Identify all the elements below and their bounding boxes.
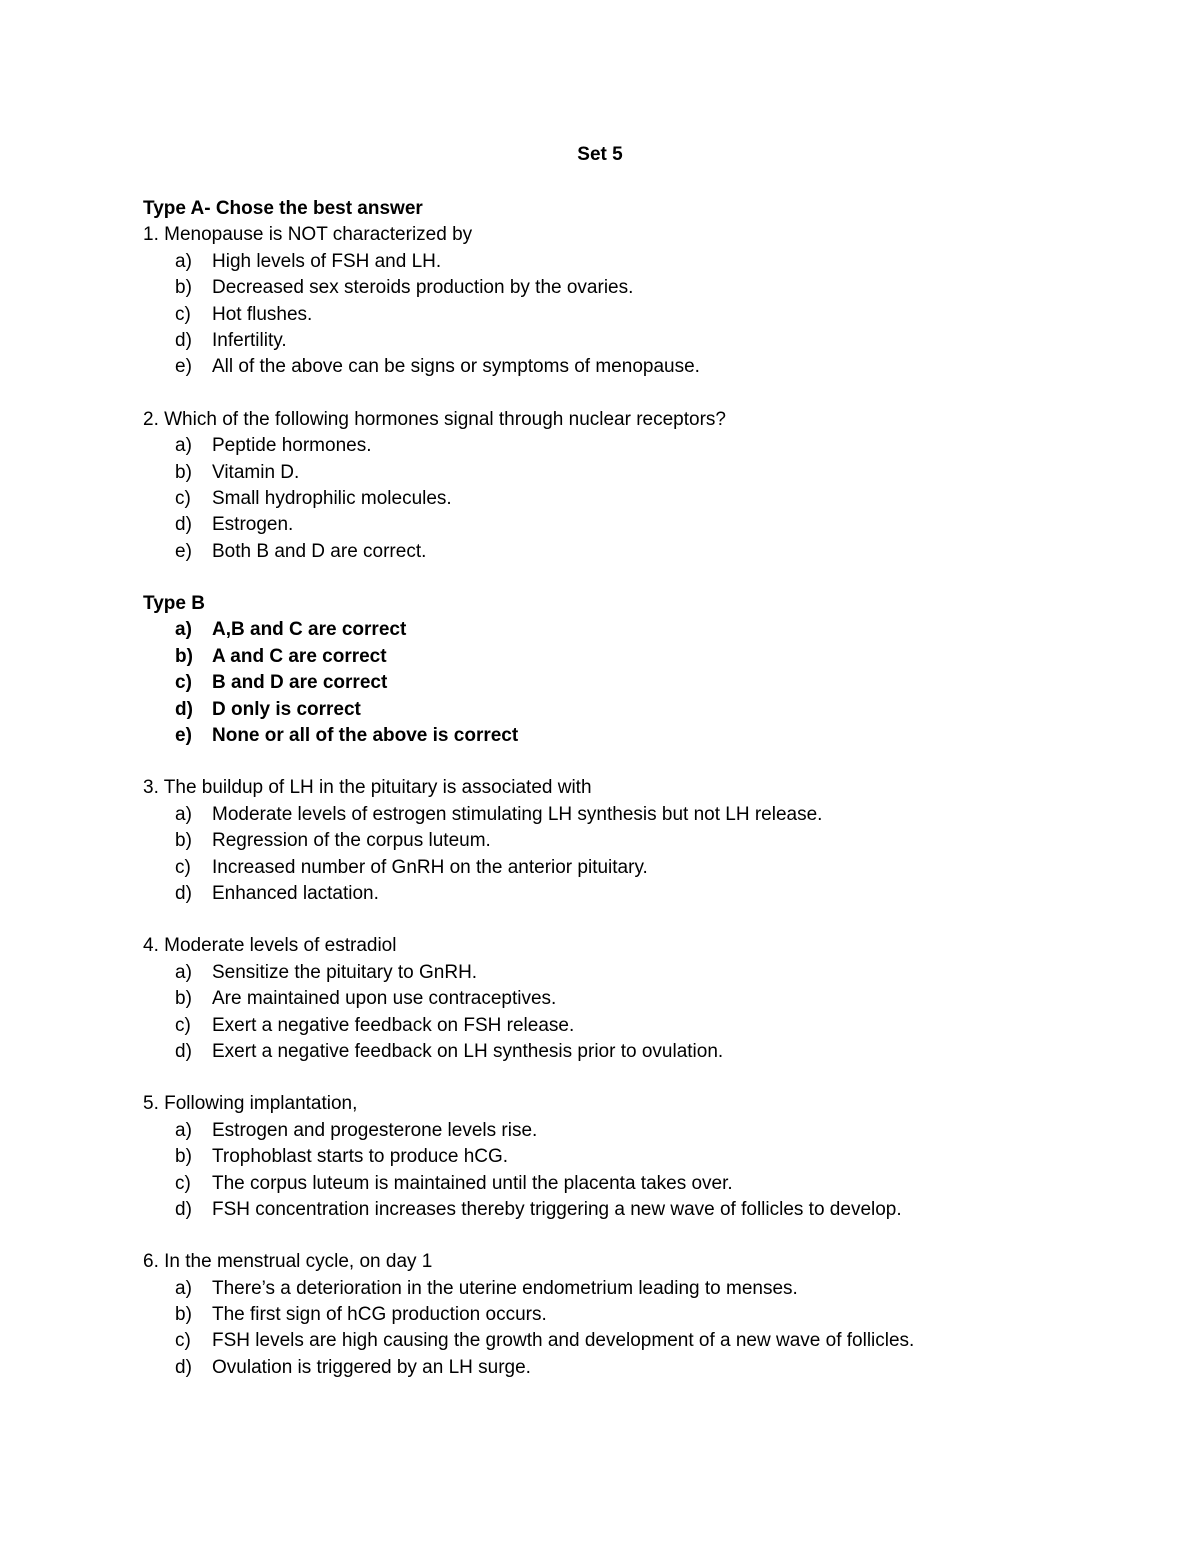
question-4 <box>143 933 1143 1065</box>
option-letter: e) <box>175 540 192 562</box>
option-list <box>143 960 1143 1066</box>
option-text: Infertility. <box>212 329 287 351</box>
option-text: Increased number of GnRH on the anterior pituitary. <box>212 856 648 878</box>
option-letter: b) <box>175 645 193 667</box>
question-3 <box>143 775 1143 907</box>
option-text: All of the above can be signs or symptoms of menopause. <box>212 356 700 378</box>
answer-key-item <box>143 644 1143 670</box>
option-text: Are maintained upon use contraceptives. <box>212 988 557 1010</box>
option-letter: a) <box>175 961 192 983</box>
option-letter: c) <box>175 487 191 509</box>
option-text: High levels of FSH and LH. <box>212 250 442 272</box>
section-a-heading: Type A- Chose the best answer <box>143 198 423 219</box>
option-item <box>143 354 1143 380</box>
spacer <box>143 1065 1143 1091</box>
question-2 <box>143 407 1143 565</box>
option-list <box>143 1118 1143 1224</box>
question-1 <box>143 222 1143 380</box>
option-letter: c) <box>175 303 191 325</box>
option-letter: a) <box>175 1277 192 1299</box>
option-text: D only is correct <box>212 698 361 720</box>
option-item <box>143 1171 1143 1197</box>
option-letter: c) <box>175 856 191 878</box>
option-item <box>143 328 1143 354</box>
option-letter: d) <box>175 698 193 720</box>
option-list <box>143 433 1143 565</box>
answer-key-item <box>143 723 1143 749</box>
option-text: FSH levels are high causing the growth and development of a new wave of follicles. <box>212 1330 915 1352</box>
answer-key-item <box>143 617 1143 643</box>
option-item <box>143 1039 1143 1065</box>
question-6 <box>143 1249 1143 1381</box>
option-letter: d) <box>175 329 192 351</box>
option-text: Exert a negative feedback on LH synthesis prior to ovulation. <box>212 1040 724 1062</box>
option-letter: b) <box>175 277 192 299</box>
option-text: Enhanced lactation. <box>212 882 379 904</box>
option-letter: c) <box>175 672 192 694</box>
option-text: Sensitize the pituitary to GnRH. <box>212 961 478 983</box>
option-letter: e) <box>175 725 192 747</box>
question-stem: 6. In the menstrual cycle, on day 1 <box>143 1251 433 1273</box>
option-item <box>143 486 1143 512</box>
question-stem: 2. Which of the following hormones signal through nuclear receptors? <box>143 408 726 430</box>
option-text: Exert a negative feedback on FSH release. <box>212 1014 575 1036</box>
option-text: Estrogen. <box>212 514 294 536</box>
option-letter: d) <box>175 1040 192 1062</box>
option-item <box>143 986 1143 1012</box>
option-text: Vitamin D. <box>212 461 300 483</box>
option-letter: d) <box>175 1198 192 1220</box>
option-item <box>143 1118 1143 1144</box>
option-letter: e) <box>175 356 192 378</box>
option-letter: a) <box>175 619 192 641</box>
spacer <box>143 381 1143 407</box>
option-item <box>143 1013 1143 1039</box>
option-letter: b) <box>175 830 192 852</box>
option-item <box>143 1302 1143 1328</box>
option-item <box>143 512 1143 538</box>
option-letter: a) <box>175 1119 192 1141</box>
answer-key-item <box>143 670 1143 696</box>
question-stem: 3. The buildup of LH in the pituitary is associated with <box>143 777 592 799</box>
spacer <box>143 565 1143 591</box>
question-stem: 1. Menopause is NOT characterized by <box>143 224 473 246</box>
option-item <box>143 302 1143 328</box>
answer-key-list <box>143 617 1143 749</box>
spacer <box>143 749 1143 775</box>
option-item <box>143 539 1143 565</box>
option-item <box>143 433 1143 459</box>
option-letter: c) <box>175 1014 191 1036</box>
question-stem: 4. Moderate levels of estradiol <box>143 935 397 957</box>
option-letter: a) <box>175 803 192 825</box>
option-letter: a) <box>175 435 192 457</box>
option-letter: a) <box>175 250 192 272</box>
option-text: Both B and D are correct. <box>212 540 427 562</box>
option-letter: b) <box>175 988 192 1010</box>
answer-key-item <box>143 697 1143 723</box>
option-text: The first sign of hCG production occurs. <box>212 1304 547 1326</box>
option-text: There’s a deterioration in the uterine endometrium leading to menses. <box>212 1277 798 1299</box>
spacer <box>143 907 1143 933</box>
option-list <box>143 1276 1143 1382</box>
question-stem: 5. Following implantation, <box>143 1093 358 1115</box>
option-text: A,B and C are correct <box>212 619 407 641</box>
option-text: FSH concentration increases thereby triggering a new wave of follicles to develop. <box>212 1198 902 1220</box>
option-item <box>143 1355 1143 1381</box>
option-text: Trophoblast starts to produce hCG. <box>212 1146 509 1168</box>
option-item <box>143 275 1143 301</box>
option-text: Hot flushes. <box>212 303 313 325</box>
option-item <box>143 802 1143 828</box>
option-list <box>143 249 1143 381</box>
option-letter: b) <box>175 1146 192 1168</box>
option-letter: d) <box>175 882 192 904</box>
option-text: The corpus luteum is maintained until the placenta takes over. <box>212 1172 733 1194</box>
option-letter: c) <box>175 1172 191 1194</box>
option-text: Peptide hormones. <box>212 435 372 457</box>
option-item <box>143 249 1143 275</box>
option-letter: d) <box>175 1356 192 1378</box>
option-letter: b) <box>175 1304 192 1326</box>
option-item <box>143 1197 1143 1223</box>
option-item <box>143 1328 1143 1354</box>
option-item <box>143 881 1143 907</box>
option-text: A and C are correct <box>212 645 387 667</box>
option-item <box>143 460 1143 486</box>
question-5 <box>143 1091 1143 1223</box>
option-text: Moderate levels of estrogen stimulating LH synthesis but not LH release. <box>212 803 823 825</box>
option-letter: c) <box>175 1330 191 1352</box>
option-item <box>143 828 1143 854</box>
option-text: B and D are correct <box>212 672 388 694</box>
option-list <box>143 802 1143 908</box>
option-text: None or all of the above is correct <box>212 725 519 747</box>
option-text: Decreased sex steroids production by the ovaries. <box>212 277 634 299</box>
option-text: Small hydrophilic molecules. <box>212 487 452 509</box>
page-title: Set 5 <box>577 144 623 165</box>
option-item <box>143 960 1143 986</box>
option-letter: d) <box>175 514 192 536</box>
option-text: Estrogen and progesterone levels rise. <box>212 1119 538 1141</box>
option-letter: b) <box>175 461 192 483</box>
section-b-heading: Type B <box>143 593 205 615</box>
option-item <box>143 1276 1143 1302</box>
option-text: Ovulation is triggered by an LH surge. <box>212 1356 531 1378</box>
option-text: Regression of the corpus luteum. <box>212 830 491 852</box>
spacer <box>143 1223 1143 1249</box>
option-item <box>143 855 1143 881</box>
document-body <box>143 196 1143 1381</box>
option-item <box>143 1144 1143 1170</box>
